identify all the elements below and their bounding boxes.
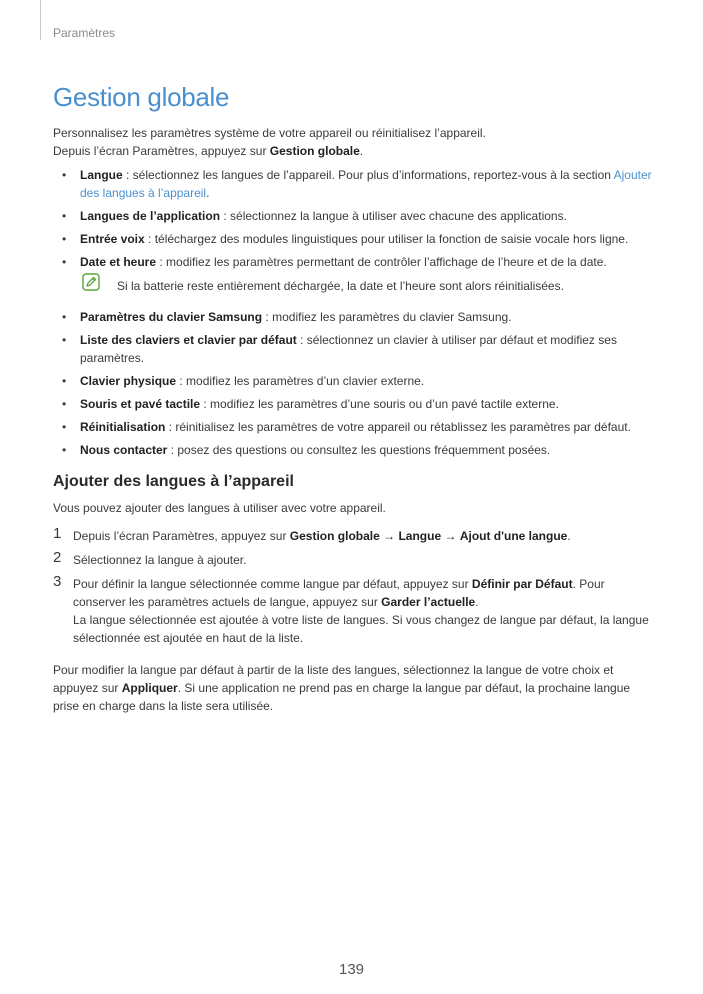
step-3: 3 Pour définir la langue sélectionnée comme langue par défaut, appuyez sur Définir par Défaut. Pour conserver les paramètres actuels de langue, appuyez sur Garder l’actuelle. La langue sélectionnée est ajoutée à votre liste de langues. Si vous changez de langue par défaut, la langue sélectionnée est ajoutée en haut de la liste. — [53, 573, 649, 645]
ui-term: Entrée voix — [80, 232, 145, 246]
ui-term: Liste des claviers et clavier par défaut — [80, 333, 297, 347]
ui-term: Langue — [80, 168, 123, 182]
list-item: • Entrée voix : téléchargez des modules linguistiques pour utiliser la fonction de saisie vocale hors ligne. — [62, 232, 629, 246]
settings-list-a — [53, 166, 653, 271]
list-item: • Réinitialisation : réinitialisez les paramètres de votre appareil ou rétablissez les paramètres par défaut. — [62, 420, 631, 434]
list-item: • Clavier physique : modifiez les paramètres d’un clavier externe. — [62, 374, 425, 388]
intro-line-1: Personnalisez les paramètres système de votre appareil ou réinitialisez l’appareil. — [53, 126, 486, 140]
ui-term: Ajout d'une langue — [459, 529, 568, 543]
list-item: • Langues de l’application : sélectionnez la langue à utiliser avec chacune des applications. — [62, 209, 567, 223]
ui-term: Paramètres du clavier Samsung — [80, 310, 263, 324]
ui-term: Réinitialisation — [80, 420, 166, 434]
note-box — [53, 276, 653, 296]
ui-term: Gestion globale — [289, 529, 380, 543]
note-text: Si la batterie reste entièrement déchargée, la date et l’heure sont alors réinitialisées. — [117, 279, 564, 293]
note-pencil-icon — [82, 273, 100, 291]
settings-list-b — [53, 308, 653, 459]
ui-term: Langue — [398, 529, 442, 543]
ui-term: Appliquer — [121, 681, 178, 695]
list-item: • Liste des claviers et clavier par défaut : sélectionnez un clavier à utiliser par défaut et modifiez ses paramètres. — [62, 333, 617, 365]
ui-term: Définir par Défaut — [471, 577, 573, 591]
cross-reference-link[interactable]: Ajouter des langues à l’appareil — [80, 168, 652, 200]
section-heading: Ajouter des langues à l’appareil — [53, 473, 294, 490]
list-item: • Langue : sélectionnez les langues de l’appareil. Pour plus d’informations, reportez-vous à la section Ajouter des langues à l’appareil. — [62, 168, 652, 200]
header-divider — [40, 0, 41, 40]
ui-term: Nous contacter — [80, 443, 168, 457]
step-3-detail: La langue sélectionnée est ajoutée à votre liste de langues. Si vous changez de langue par défaut, la langue sélectionnée est ajoutée en haut de la liste. — [73, 613, 649, 645]
step-number: 2 — [53, 549, 62, 566]
intro-line-2: Depuis l’écran Paramètres, appuyez sur Gestion globale. — [53, 144, 364, 158]
closing-paragraph: Pour modifier la langue par défaut à partir de la liste des langues, sélectionnez la langue de votre choix et appuyez sur Appliquer. Si une application ne prend pas en charge la langue par défaut, la prochaine langue prise en charge dans la liste sera utilisée. — [53, 663, 631, 713]
step-2: 2 Sélectionnez la langue à ajouter. — [53, 549, 247, 567]
running-header: Paramètres — [53, 26, 116, 40]
list-item: • Nous contacter : posez des questions ou consultez les questions fréquemment posées. — [62, 443, 551, 457]
list-item: • Paramètres du clavier Samsung : modifiez les paramètres du clavier Samsung. — [62, 310, 512, 324]
ui-term: Garder l’actuelle — [381, 595, 476, 609]
page-number: 139 — [338, 961, 365, 978]
list-item: • Date et heure : modifiez les paramètres permettant de contrôler l’affichage de l’heure et de la date. — [62, 255, 607, 269]
steps-list — [53, 527, 653, 647]
page-title: Gestion globale — [53, 82, 230, 112]
ui-term: Gestion globale — [269, 144, 360, 158]
section-intro: Vous pouvez ajouter des langues à utiliser avec votre appareil. — [53, 501, 386, 515]
ui-term: Clavier physique — [80, 374, 177, 388]
main-content — [53, 124, 653, 715]
step-1: 1 Depuis l’écran Paramètres, appuyez sur Gestion globale → Langue → Ajout d'une langue. — [53, 525, 571, 543]
step-number: 3 — [53, 573, 62, 590]
ui-term: Langues de l’application — [80, 209, 221, 223]
step-number: 1 — [53, 525, 62, 542]
ui-term: Souris et pavé tactile — [80, 397, 201, 411]
ui-term: Date et heure — [80, 255, 157, 269]
list-item: • Souris et pavé tactile : modifiez les paramètres d’une souris ou d’un pavé tactile externe. — [62, 397, 559, 411]
